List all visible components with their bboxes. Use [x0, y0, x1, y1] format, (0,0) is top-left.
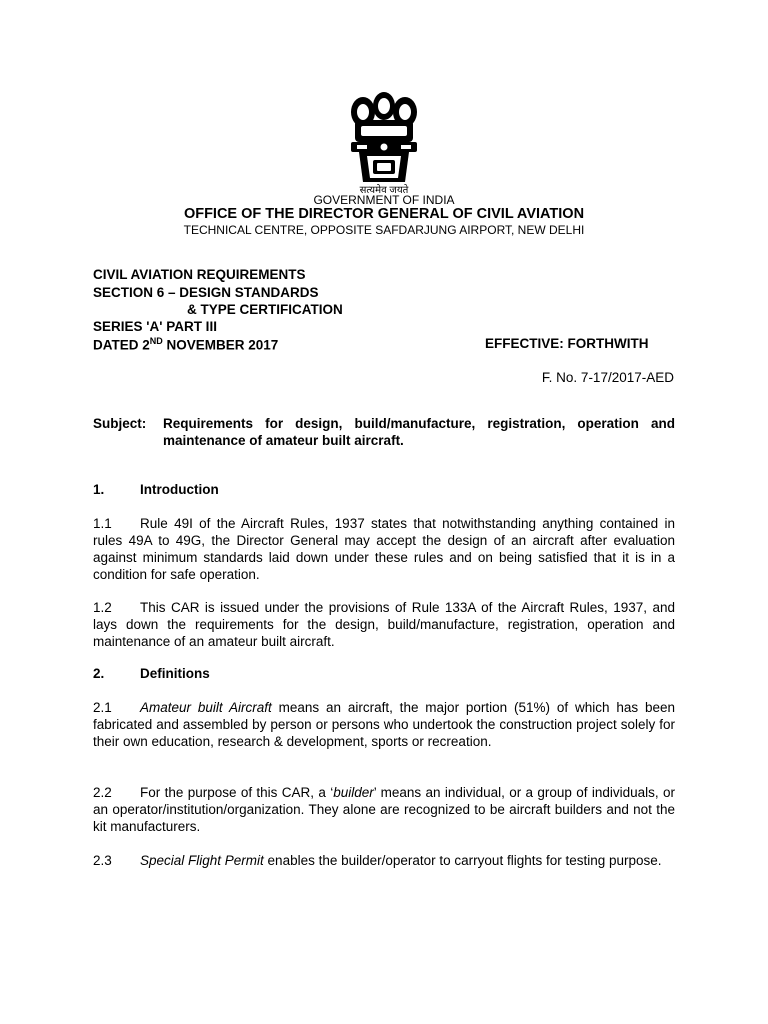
defined-term: Special Flight Permit: [140, 853, 264, 868]
effective-date: EFFECTIVE: FORTHWITH: [485, 336, 649, 351]
defined-term: builder: [333, 785, 374, 800]
office-heading: OFFICE OF THE DIRECTOR GENERAL OF CIVIL AVIATION: [183, 206, 585, 222]
paragraph-2-3: [93, 852, 675, 869]
car-series: SERIES 'A' PART III: [93, 319, 217, 334]
paragraph-2-2: [93, 784, 675, 835]
defined-term: Amateur built Aircraft: [140, 700, 272, 715]
paragraph-2-1: [93, 699, 675, 750]
paragraph-number: 1.2: [93, 600, 112, 615]
car-title: CIVIL AVIATION REQUIREMENTS: [93, 267, 306, 282]
section-heading-definitions: [93, 666, 210, 681]
section-number: 2.: [93, 666, 105, 681]
dated-prefix: DATED 2: [93, 337, 150, 353]
subject-label: Subject:: [93, 416, 147, 431]
subject-block: [93, 415, 675, 449]
dated-superscript: ND: [149, 336, 163, 346]
dated-suffix: NOVEMBER 2017: [162, 337, 279, 353]
paragraph-text: means an aircraft, the major portion (51%) of which has been fabricated and assembled by person or persons who undertook the construction project solely for their own education, research & development, sports or recreation.: [93, 700, 676, 749]
section-title: Definitions: [140, 666, 210, 681]
paragraph-1-1: [93, 515, 675, 583]
paragraph-text: This CAR is issued under the provisions of Rule 133A of the Aircraft Rules, 1937, and lays down the requirements for the design, build/manufacture, registration, operation and maintenance of an amateur built aircraft.: [93, 600, 675, 649]
subject-text: Requirements for design, build/manufacture, registration, operation and maintenance of amateur built aircraft.: [163, 416, 675, 448]
file-number: F. No. 7-17/2017-AED: [541, 370, 674, 385]
section-number: 1.: [93, 482, 105, 497]
section-heading-introduction: [93, 482, 219, 497]
technical-centre-address: TECHNICAL CENTRE, OPPOSITE SAFDARJUNG AIRPORT, NEW DELHI: [183, 223, 585, 237]
paragraph-text-pre: For the purpose of this CAR, a ‘: [140, 785, 334, 800]
emblem-motto: सत्यमेव जयते: [359, 185, 409, 196]
government-heading: GOVERNMENT OF INDIA: [313, 193, 455, 207]
paragraph-number: 2.3: [93, 853, 112, 868]
section-title: Introduction: [140, 482, 219, 497]
paragraph-text: Rule 49I of the Aircraft Rules, 1937 states that notwithstanding anything contained in rules 49A to 49G, the Director General may accept the design of an aircraft after evaluation against minimum standards laid down under these rules and on being satisfied that it is in a condition for safe operation.: [93, 516, 675, 582]
car-section-continued: & TYPE CERTIFICATION: [187, 302, 343, 317]
paragraph-text: enables the builder/operator to carryout flights for testing purpose.: [263, 853, 662, 868]
car-dated: [93, 336, 278, 353]
car-section: SECTION 6 – DESIGN STANDARDS: [93, 285, 319, 300]
paragraph-1-2: [93, 599, 675, 650]
paragraph-number: 2.2: [93, 785, 112, 800]
paragraph-text-post: ’ means an individual, or a group of individuals, or an operator/institution/organization. They alone are recognized to be aircraft builders and not the kit manufacturers.: [93, 785, 676, 834]
paragraph-number: 2.1: [93, 700, 112, 715]
paragraph-number: 1.1: [93, 516, 112, 531]
